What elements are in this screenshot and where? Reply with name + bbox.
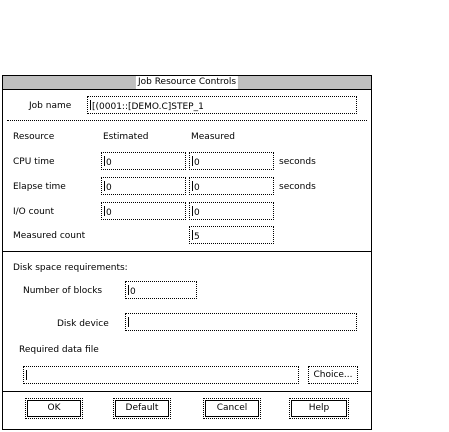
resource-column-header: Resource — [13, 132, 55, 142]
dialog-title: Job Resource Controls — [137, 77, 237, 87]
elapse-time-label: Elapse time — [13, 182, 66, 192]
choice-button[interactable]: Choice... — [308, 366, 358, 384]
measured-count-field[interactable]: 5 — [189, 226, 274, 244]
cpu-time-label: CPU time — [13, 157, 55, 167]
io-count-label: I/O count — [13, 207, 55, 217]
section-divider — [3, 251, 371, 252]
job-name-label: Job name — [29, 101, 72, 111]
measured-column-header: Measured — [191, 132, 235, 142]
help-button[interactable]: Help — [291, 400, 347, 417]
disk-device-field[interactable] — [125, 313, 357, 331]
button-bar-divider — [3, 391, 371, 392]
cancel-button[interactable]: Cancel — [205, 400, 259, 417]
job-name-field[interactable]: [(0001::[DEMO.C]STEP_1 — [87, 96, 357, 114]
required-data-file-field[interactable] — [23, 366, 299, 384]
ok-button[interactable]: OK — [27, 400, 81, 417]
number-of-blocks-field[interactable]: 0 — [125, 281, 197, 299]
elapse-time-unit: seconds — [279, 182, 316, 192]
elapse-time-estimated-field[interactable]: 0 — [101, 177, 186, 195]
io-count-estimated-field[interactable]: 0 — [101, 202, 186, 220]
io-count-measured-field[interactable]: 0 — [189, 202, 274, 220]
estimated-column-header: Estimated — [103, 132, 149, 142]
default-button[interactable]: Default — [115, 400, 169, 417]
job-resource-controls-dialog — [2, 75, 372, 430]
elapse-time-measured-field[interactable]: 0 — [189, 177, 274, 195]
required-data-file-label: Required data file — [19, 345, 99, 355]
cpu-time-measured-field[interactable]: 0 — [189, 152, 274, 170]
title-bar[interactable] — [3, 76, 371, 90]
cpu-time-estimated-field[interactable]: 0 — [101, 152, 186, 170]
divider — [7, 120, 367, 121]
number-of-blocks-label: Number of blocks — [23, 286, 103, 296]
measured-count-label: Measured count — [13, 231, 86, 241]
disk-space-heading: Disk space requirements: — [13, 263, 128, 273]
cpu-time-unit: seconds — [279, 157, 316, 167]
disk-device-label: Disk device — [57, 319, 109, 329]
